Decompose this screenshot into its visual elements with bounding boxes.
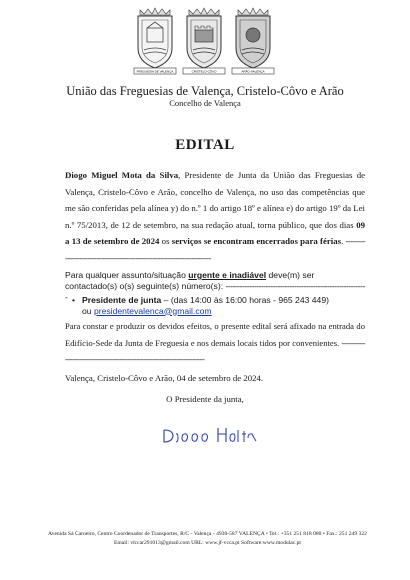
parish-crests-logo [132,6,277,76]
crest-arao [232,8,274,74]
announcement-paragraph [65,167,365,266]
crest-cristelo-covo [183,8,225,74]
filler-dashes-3: --------------------------------------------------------------------- [65,337,365,364]
contact-email-link[interactable]: presidentevalenca@gmail.com [93,305,212,316]
posting-paragraph [65,318,365,368]
posting-text: Para constar e produzir os devidos efeitos, o presente edital será afixado na entrada do Edifício-Sede da Junta de Freguesia e nos demais locais tidos por convenientes. [65,321,365,348]
closure-notice: serviços se encontram encerrados para férias [171,236,342,246]
crest-label-cristelo: CRISTELO-CÔVO [191,69,217,74]
contact-role: Presidente de junta [82,295,162,305]
handwritten-signature [160,420,260,448]
contact-text-post: deve(m) ser contactado(s) o(s) seguinte(s) número(s): [65,270,315,291]
email-prefix: ou [82,305,94,316]
filler-dashes-1: -------------------------------------------------------------------- [65,236,365,263]
crest-label-valenca: FREGUESIA DE VALENÇA [136,69,174,74]
contact-text-pre: Para qualquer assunto/situação [65,270,189,280]
closure-dates: 09 a 13 de setembro de 2024 [65,219,365,246]
footer-contacts: Email: vlccar291013@gmail.com URL: www.jf-vcca.pt Software:www.modulac.pt [114,539,301,546]
filler-dashes-2: ------------------------------------------------------------ [65,280,365,302]
announcement-text-2: os [159,236,172,246]
crest-label-arao: ARÃO-VALENÇA [241,69,265,74]
president-name: Diogo Miguel Mota da Silva [65,170,179,180]
crest-valenca [134,8,176,74]
parish-union-title: União das Freguesias de Valença, Cristelo-Côvo e Arão [66,84,344,98]
announcement-text-1: , Presidente de Junta da União das Freguesias de Valença, Cristelo-Côvo e Arão, concelho de Valença, no uso das competências que me são conferidas pela alínea y) do n.º 1 do artigo 18º e alínea e) do artigo 19º da Lei n.º 75/2013, de 12 de setembro, na sua redação atual, torna público, que dos dias [65,170,365,230]
document-date: Valença, Cristelo-Côvo e Arão, 04 de setembro de 2024. [65,373,264,383]
urgent-label: urgente e inadiável [188,270,267,280]
municipality-subtitle: Concelho de Valença [169,98,241,108]
bullet-marker: • [72,295,76,305]
announcement-end: . [341,236,346,246]
document-heading: EDITAL [175,137,235,153]
signature-title: O Presidente da junta, [166,394,244,404]
contact-detail: – (das 14:00 às 16:00 horas - 965 243 449) [161,295,329,305]
footer-address: Avenida Sá Carneiro, Centro Coordenador de Transportes, R/C - Valença - 4930-587 VALENÇA • Tel.: +351 251 818 080 • Fax.: 251 249 322 [48,531,367,537]
page-footer [40,530,375,547]
